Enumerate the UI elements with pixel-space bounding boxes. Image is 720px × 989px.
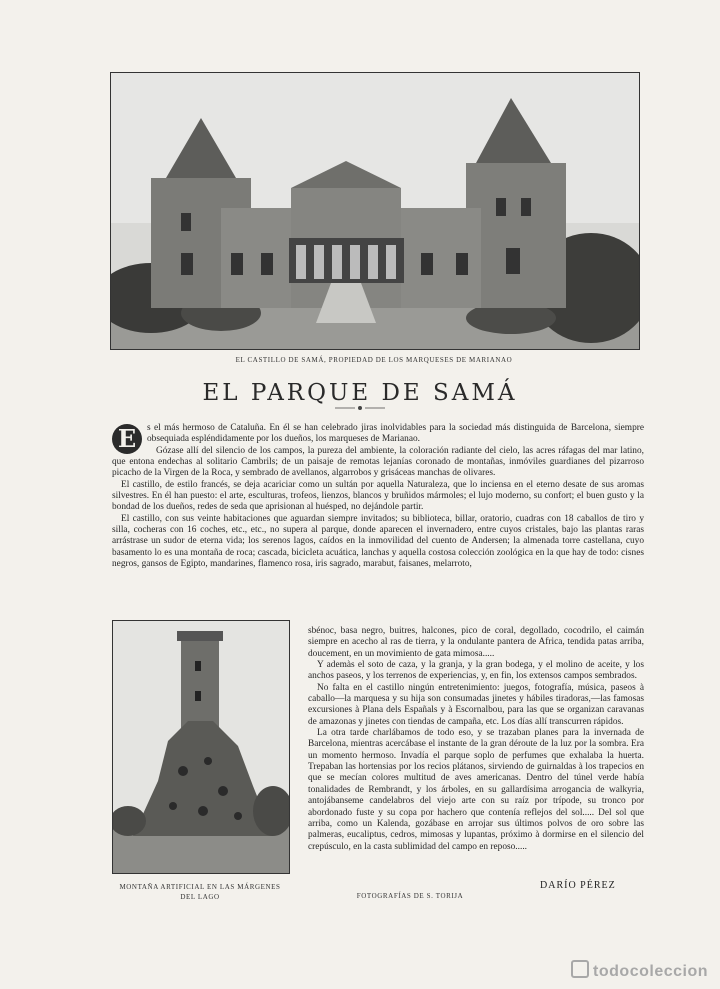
watermark: todocoleccion [571,960,708,981]
article-body-right [308,626,644,853]
tower-photo-caption: MONTAÑA ARTIFICIAL EN LAS MÁRGENES DEL LAGO [119,883,281,901]
article-title: EL PARQUE DE SAMÁ [202,380,518,406]
author-signature: DARÍO PÉREZ [540,880,616,891]
paragraph-2: Gózase allí del silencio de los campos, la pureza del ambiente, la coloración radiante del cielo, las acres ráfagas del mar latino, que entona endechas al solitario Cambrils; de un paisaje de remotas lejanías coronado de montañas, inmóviles guardianes del pizarroso picacho de la Virgen de la Roca, y sembrado de avellanos, algarrobos y grisáceas manchas de olivares. [112,445,644,479]
title-ornament [330,403,390,413]
paragraph-7: No falta en el castillo ningún entretenimiento: juegos, fotografía, música, paseos à caballo—la marquesa y su hija son consumadas jinetes y hábiles tiradoras,—las famosas excursiones à Plana dels Españals y à Escornalbou, para las que se organizan caravanas de amazonas y jinetes con tiendas de campaña, etc. Los días allí transcurren rápidos. [308,682,644,727]
watermark-logo-icon [571,960,589,978]
castle-photo [110,72,640,350]
castle-illustration [111,73,639,349]
top-photo-caption: EL CASTILLO DE SAMÁ, PROPIEDAD DE LOS MARQUESES DE MARIANAO [235,356,513,364]
tower-photo [112,620,290,874]
tower-illustration [113,621,289,873]
drop-cap: E [112,424,142,454]
paragraph-3: El castillo, de estilo francés, se deja acariciar como un sultán por aquella Naturaleza, que lo inciensa en el eterno desate de sus aromas silvestres. En él han puesto: el arte, esculturas, trofeos, lienzos, blancos y bruñidos mármoles; el lujo moderno, su confort; el buen gusto y la bondad de los dueños, redes de seda que aprisionan al huésped, no dejándole partir. [112,479,644,513]
paragraph-6: Y ademàs el soto de caza, y la granja, y la gran bodega, y el molino de aceite, y los anchos paseos, y los terrenos de experiencias, y, en fin, los extensos campos sembrados. [308,660,644,682]
paragraph-4: El castillo, con sus veinte habitaciones que aguardan siempre invitados; su biblioteca, billar, oratorio, cuadras con 18 caballos de tiro y silla, cocheras con 16 coches, etc., etc., no supera al parque, donde aparecen el invernadero, entre cuyos cristales, bajo las plantas raras arrástrase un sudor de eterna vida; los serenos lagos, caídos en la inmovilidad del cuento de Andersen; la almenada torre castellana, cuyo basamento lo es una montaña de roca; cascada, bicicleta acuática, lanchas y aquella costosa colección zoológica en la que hay de todo: cisnes negros, gansos de Egipto, mandarines, flamenco rosa, iris sagrado, marabut, faisanes, melarroto, [112,513,644,570]
photo-credits: FOTOGRAFÍAS DE S. TORIJA [356,892,464,900]
paragraph-8: La otra tarde charlábamos de todo eso, y se trazaban planes para la invernada de Barcelona, mientras acercábase el instante de la gran déroute de la luz por la sombra. Era un momento hermoso. Invadía el parque soplo de perfumes que exhalaba la huerta. Trepaban las hortensias por los recios plátanos, sirviendo de guirnaldas à los trapecios en que se mecían colores multitud de aves americanas. Dentro del túnel verde había tonalidades de Rembrandt, y los árboles, en su gallardísima arrogancia de walkyria, antojábanseme candelabros del viejo arte con su raíz por trípode, su tronco por abordonado fuste y su copa por hachero que contenía reflejos del sol..... Del sol que arriba, como un Kalenda, gozábase en arrojar sus últimos polvos de oro sobre las palmeras, eucaliptus, cedros, mimosas y lupantas, próximo à dormirse en el silencio del crepúsculo, en la casta sublimidad del campo en reposo..... [308,728,644,852]
paragraph-1: E s el más hermoso de Cataluña. En él se han celebrado jiras inolvidables para la sociedad más distinguida de Barcelona, siempre obsequiada espléndidamente por los dueños, los marqueses de Marianao. [112,423,644,446]
paragraph-5: sbénoc, basa negro, buitres, halcones, pico de coral, degollado, cocodrilo, el caimán siempre en acecho al ras de tierra, y la ondulante pantera de Africa, tendida patas arriba, doucement, en un movimiento de gata mimosa..... [308,626,644,659]
article-body-upper [112,423,644,570]
